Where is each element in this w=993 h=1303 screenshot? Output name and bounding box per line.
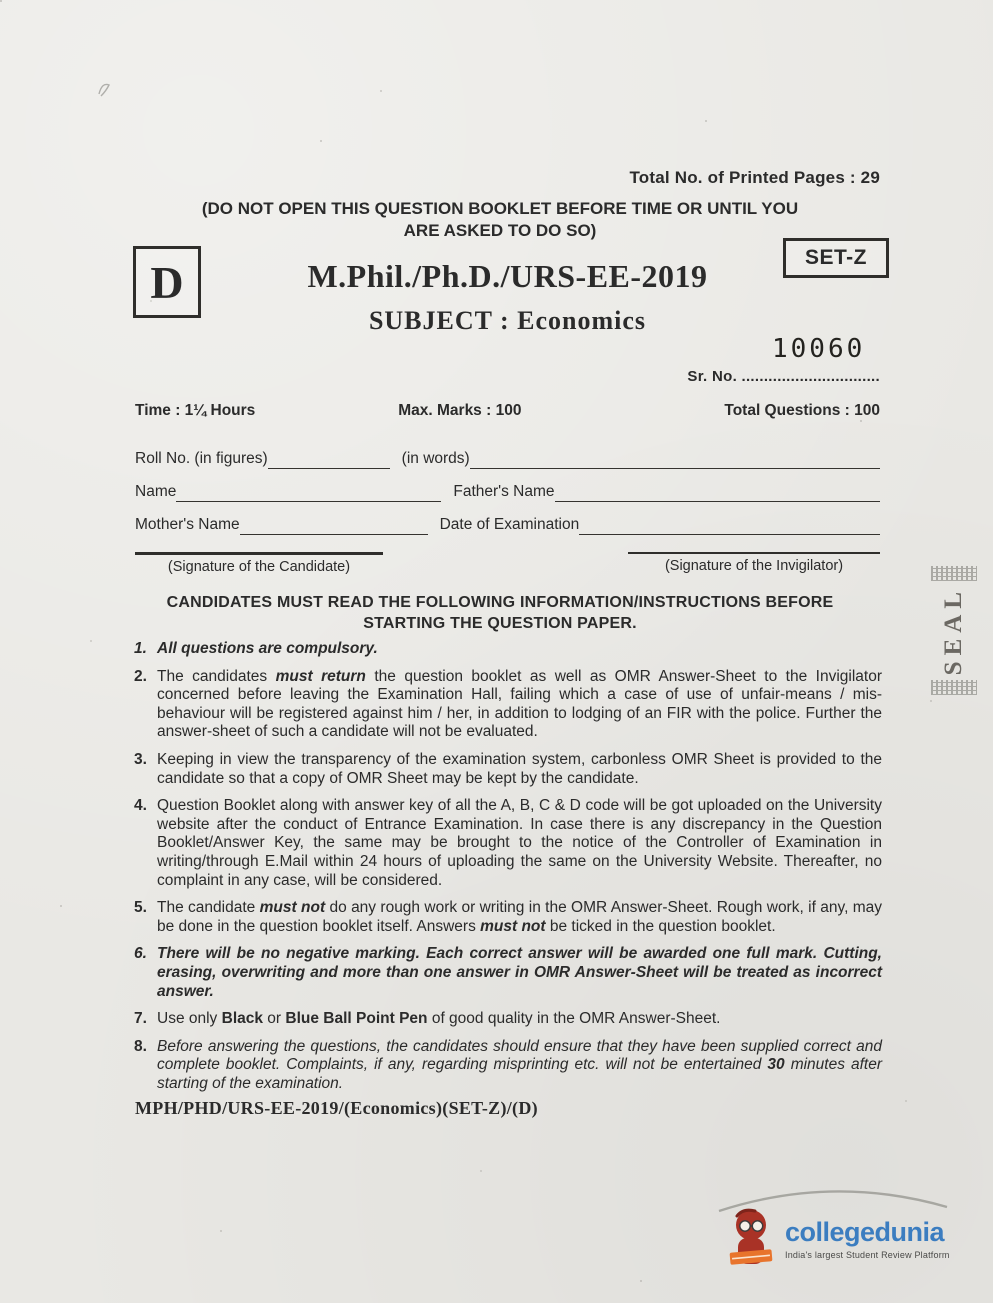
instruction-text: Use only Black or Blue Ball Point Pen of good quality in the OMR Answer-Sheet. (157, 1010, 721, 1028)
seal-hatch-top (931, 566, 977, 581)
name-row (135, 469, 880, 502)
instruction-text: Question Booklet along with answer key of all the A, B, C & D code will be got uploaded on the University website after the conduct of Entrance Examination. In case there is any discrepancy in the Question Booklet/Answer Key, the same may be brought to the notice of the Controller of Examination in writing/through E.Mail within 24 hours of uploading the same on the University Website. Thereafter, no complaint in any case, will be considered. (157, 797, 882, 889)
serial-number: 10060 (772, 334, 866, 364)
instruction-text: The candidate must not do any rough work or writing in the OMR Answer-Sheet. Rough work, if any, may be done in the question booklet itself. Answers must not be ticked in the question booklet. (157, 899, 883, 935)
instruction-item (134, 899, 882, 936)
paper-title: M.Phil./Ph.D./URS-EE-2019 (307, 258, 708, 294)
time-allowed: Time : 1¼ Hours (135, 402, 256, 419)
paper-subject: SUBJECT : Economics (368, 306, 647, 335)
name-line (176, 485, 441, 502)
signature-section (135, 552, 880, 575)
mother-name-row (135, 502, 880, 535)
sr-no-line: Sr. No. ............................... (687, 368, 880, 385)
scan-noise (0, 0, 2, 2)
instruction-number: 8. (134, 1037, 147, 1055)
roll-no-words-line (470, 452, 880, 469)
instruction-text: Keeping in view the transparency of the examination system, carbonless OMR Sheet is provided to the candidate so that a copy of OMR Sheet may be kept by the candidate. (157, 750, 882, 787)
instruction-item (134, 797, 882, 890)
roll-no-label: Roll No. (in figures) (135, 450, 268, 467)
instruction-number: 7. (134, 1010, 147, 1028)
booklet-code-letter: D (150, 256, 184, 308)
logo-tagline: India's largest Student Review Platform (785, 1249, 950, 1260)
instruction-item (134, 668, 882, 742)
instructions-heading-line-2: STARTING THE QUESTION PAPER. (363, 615, 637, 632)
instructions-list (134, 640, 882, 1102)
instruction-number: 6. (134, 945, 147, 963)
instruction-item (134, 640, 882, 659)
instruction-text: All questions are compulsory. (157, 640, 378, 657)
warning-line-2: ARE ASKED TO DO SO) (403, 221, 597, 240)
father-name-label: Father's Name (453, 483, 555, 500)
roll-no-figures-line (268, 452, 390, 469)
instruction-item (134, 945, 882, 1001)
instruction-text: Before answering the questions, the candidates should ensure that they have been supplied correct and complete booklet. Complaints, if any, regarding misprinting etc. will not be entertained 30 minutes after starting of the examination. (157, 1037, 882, 1092)
collegedunia-logo (725, 1188, 965, 1270)
instruction-text: The candidates must return the question booklet as well as OMR Answer-Sheet to the Invigilator concerned before leaving the Examination Hall, failing which a case of use of unfair-means / mis-behaviour will be registered against him / her, in addition to lodging of an FIR with the police. Further the answer-sheet of such a candidate will not be evaluated. (157, 667, 882, 741)
candidate-form (135, 436, 880, 535)
printed-pages-note: Total No. of Printed Pages : 29 (629, 168, 880, 187)
in-words-label: (in words) (401, 450, 470, 467)
mother-name-label: Mother's Name (135, 516, 240, 533)
pencil-mark (96, 78, 122, 100)
seal-label: SEAL (940, 586, 967, 676)
paper-code-footer: MPH/PHD/URS-EE-2019/(Economics)(SET-Z)/(D) (135, 1098, 538, 1118)
instruction-item (134, 751, 882, 788)
father-name-line (555, 485, 880, 502)
instructions-heading-line-1: CANDIDATES MUST READ THE FOLLOWING INFORMATION/INSTRUCTIONS BEFORE (166, 594, 834, 611)
max-marks: Max. Marks : 100 (398, 402, 522, 419)
name-label: Name (135, 483, 177, 500)
invigilator-signature-box: (Signature of the Invigilator) (628, 552, 880, 575)
set-label: SET-Z (804, 246, 867, 269)
roll-no-row (135, 436, 880, 469)
instruction-number: 2. (134, 667, 147, 685)
instructions-heading (120, 592, 880, 634)
instruction-number: 3. (134, 750, 147, 768)
instruction-number: 5. (134, 899, 147, 917)
seal-area (931, 566, 977, 695)
mother-name-line (240, 518, 428, 535)
instruction-item (134, 1010, 882, 1029)
instruction-number: 4. (134, 797, 147, 815)
exam-date-line (579, 518, 880, 535)
exam-meta-row (135, 402, 880, 420)
collegedunia-mascot-icon (725, 1208, 777, 1270)
logo-brand-text: collegedunia (785, 1216, 945, 1247)
candidate-signature-box: (Signature of the Candidate) (135, 552, 383, 575)
exam-date-label: Date of Examination (439, 516, 580, 533)
instruction-text: There will be no negative marking. Each correct answer will be awarded one full mark. Cutting, erasing, overwriting and more than one answer in OMR Answer-Sheet will be treated as incorrect answer. (157, 945, 882, 1000)
instruction-number: 1. (134, 640, 147, 657)
warning-line-1: (DO NOT OPEN THIS QUESTION BOOKLET BEFORE TIME OR UNTIL YOU (201, 199, 799, 218)
warning-text (110, 198, 890, 242)
instruction-item (134, 1038, 882, 1094)
total-questions: Total Questions : 100 (724, 402, 880, 419)
seal-hatch-bottom (931, 680, 977, 695)
